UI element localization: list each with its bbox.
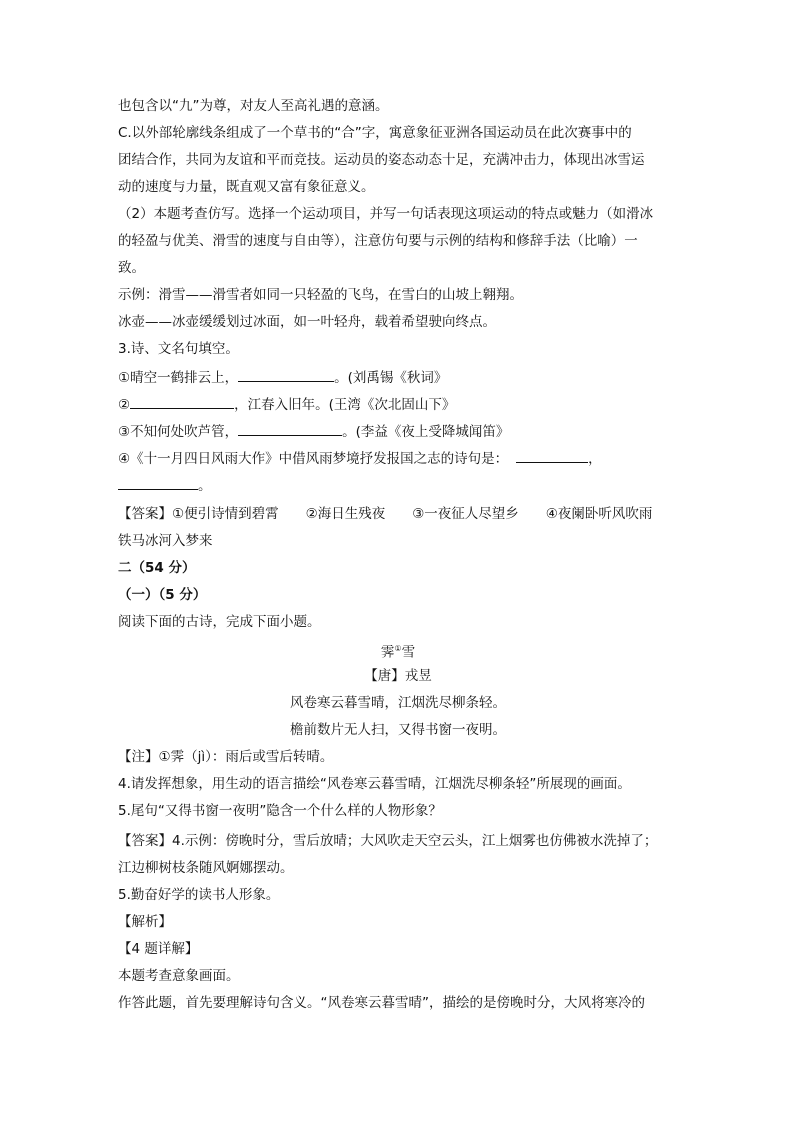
- fill-blank-source: ，江春入旧年。(王湾《次北固山下》: [234, 397, 456, 413]
- text-line: 的轻盈与优美、滑雪的速度与自由等），注意仿句要与示例的结构和修辞手法（比喻）一: [118, 233, 638, 249]
- fill-blank-item-1: [118, 367, 678, 387]
- answer-line: 【答案】4.示例：傍晚时分，雪后放晴；大风吹走天空云头，江上烟雾也仿佛被水洗掉了；: [118, 833, 658, 849]
- text-line: 冰壶——冰壶缓缓划过冰面，如一叶轻舟，载着希望驶向终点。: [118, 314, 496, 330]
- question-heading: 3.诗、文名句填空。: [118, 341, 239, 357]
- analysis-subheading: 【4 题详解】: [118, 941, 199, 957]
- fill-blank-text: ①晴空一鹤排云上，: [118, 370, 239, 386]
- text-line: （2）本题考查仿写。选择一个运动项目，并写一句话表现这项运动的特点或魅力（如滑冰: [118, 206, 654, 222]
- answer-line: 铁马冰河入梦来: [118, 533, 213, 549]
- analysis-heading: 【解析】: [118, 914, 172, 930]
- poem-line: 檐前数片无人扫，又得书窗一夜明。: [290, 722, 506, 738]
- question-line: 4.请发挥想象，用生动的语言描绘“风卷寒云暮雪晴，江烟洗尽柳条轻”所展现的画面。: [118, 776, 631, 792]
- answer-line: 5.勤奋好学的读书人形象。: [118, 887, 280, 903]
- instruction-text: 阅读下面的古诗，完成下面小题。: [118, 614, 321, 630]
- answer-blank: [516, 448, 588, 463]
- text-line: 致。: [118, 260, 145, 276]
- fill-blank-item-4-cont: [118, 475, 678, 495]
- answer-blank: [238, 367, 334, 382]
- answer-line: 【答案】①便引诗情到碧霄 ②海日生残夜 ③一夜征人尽望乡 ④夜阑卧听风吹雨: [118, 506, 653, 522]
- fill-blank-text: ④《十一月四日风雨大作》中借风雨梦境抒发报国之志的诗句是：: [118, 451, 509, 467]
- poem-line: 风卷寒云暮雪晴，江烟洗尽柳条轻。: [290, 695, 506, 711]
- question-line: 5.尾句“又得书窗一夜明”隐含一个什么样的人物形象？: [118, 803, 442, 819]
- text-line: 示例：滑雪——滑雪者如同一只轻盈的飞鸟，在雪白的山坡上翱翔。: [118, 287, 523, 303]
- text-line: 也包含以“九”为尊，对友人至高礼遇的意涵。: [118, 98, 389, 114]
- answer-blank: [238, 421, 342, 436]
- note-line: 【注】①霁（jì）：雨后或雪后转晴。: [118, 749, 334, 765]
- analysis-line: 本题考查意象画面。: [118, 968, 240, 984]
- fill-blank-source: 。(李益《夜上受降城闻笛》: [342, 424, 510, 440]
- fill-blank-item-3: [118, 421, 678, 441]
- fill-blank-item-4: [118, 448, 678, 468]
- fill-blank-end: 。: [198, 478, 212, 494]
- fill-blank-text: ②: [118, 397, 131, 413]
- analysis-line: 作答此题，首先要理解诗句含义。“风卷寒云暮雪晴”，描绘的是傍晚时分，大风将寒冷的: [118, 995, 645, 1011]
- footnote-marker: ①: [394, 644, 402, 653]
- text-line: 动的速度与力量，既直观又富有象征意义。: [118, 179, 375, 195]
- poem-title: [118, 640, 678, 662]
- poem-author: 【唐】戎昱: [364, 668, 432, 684]
- subsection-heading: （一）（5 分）: [118, 587, 207, 603]
- fill-blank-text: ③不知何处吹芦管，: [118, 424, 239, 440]
- text-line: 团结合作，共同为友谊和平而竞技。运动员的姿态动态十足，充满冲击力，体现出冰雪运: [118, 152, 645, 168]
- answer-blank: [130, 394, 234, 409]
- text-line: C.以外部轮廓线条组成了一个草书的“合”字，寓意象征亚洲各国运动员在此次赛事中的: [118, 125, 632, 141]
- fill-blank-separator: ，: [588, 451, 602, 467]
- poem-title-part: 雪: [401, 644, 416, 661]
- fill-blank-source: 。(刘禹锡《秋词》: [334, 370, 448, 386]
- poem-title-part: 霁: [380, 644, 395, 661]
- answer-line: 江边柳树枝条随风婀娜摆动。: [118, 860, 294, 876]
- fill-blank-item-2: [118, 394, 678, 414]
- section-heading: 二（54 分）: [118, 560, 196, 576]
- answer-blank: [118, 475, 198, 490]
